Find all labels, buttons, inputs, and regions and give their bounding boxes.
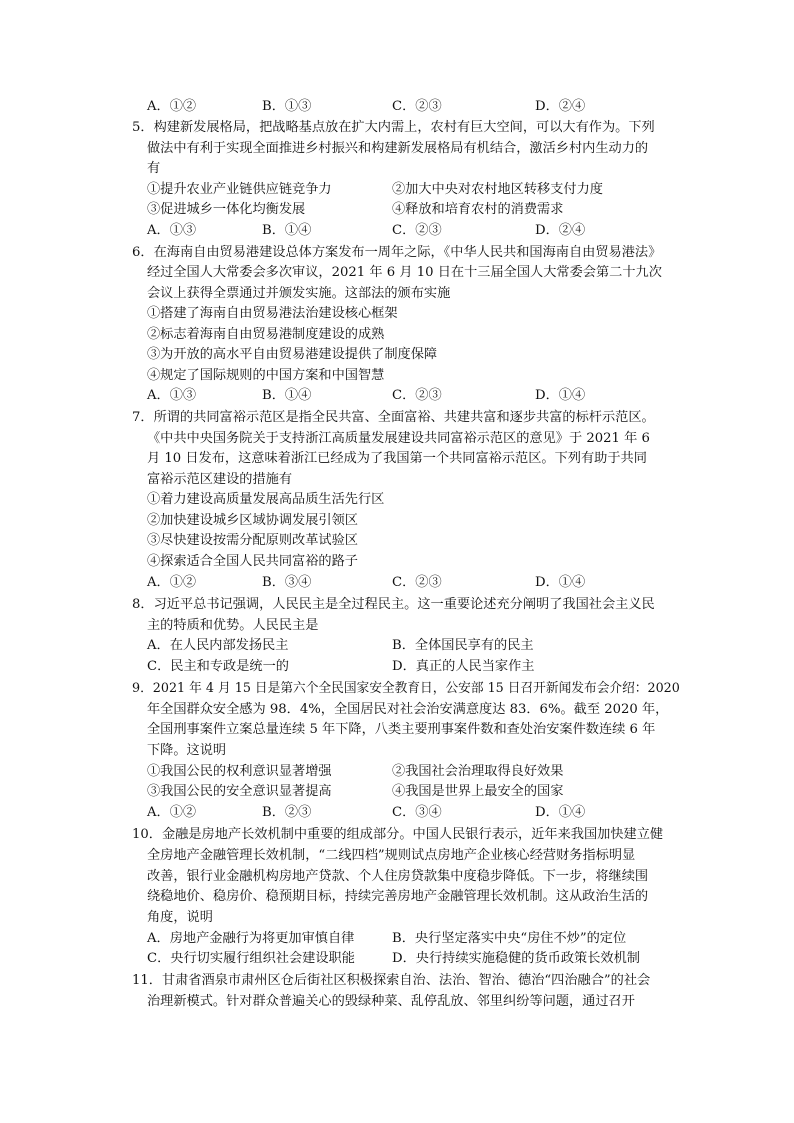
- question-9-item-1: ①我国公民的权利意识显著增强: [147, 764, 332, 779]
- option-c: C．②③: [392, 99, 442, 114]
- question-9-item-3: ③我国公民的安全意识显著提高: [147, 784, 332, 799]
- option-a: A．房地产金融行为将更加审慎自律: [147, 931, 355, 946]
- question-7-item-2: ②加快建设城乡区域协调发展引领区: [147, 513, 358, 528]
- question-9-line-2: 年全国群众安全感为 98．4%，全国居民对社会治安满意度达 83．6%。截至 2020 年，: [147, 702, 669, 717]
- question-5-item-3: ③促进城乡一体化均衡发展: [147, 202, 306, 217]
- question-5-item-4: ④释放和培育农村的消费需求: [392, 202, 564, 217]
- option-a: A．在人民内部发扬民主: [147, 638, 289, 653]
- question-7-item-3: ③尽快建设按需分配原则改革试验区: [147, 533, 358, 548]
- question-9-line-4: 下降。这说明: [147, 743, 227, 758]
- question-6-line-3: 会议上获得全票通过并颁发实施。这部法的颁布实施: [147, 286, 451, 301]
- option-b: B．①④: [262, 388, 312, 403]
- question-7-line-3: 月 10 日发布，这意味着浙江已经成为了我国第一个共同富裕示范区。下列有助于共同: [147, 451, 647, 466]
- question-6-item-3: ③为开放的高水平自由贸易港建设提供了制度保障: [147, 347, 438, 362]
- question-10-line-4: 绕稳地价、稳房价、稳预期目标，持续完善房地产金融管理长效机制。这从政治生活的: [147, 889, 649, 904]
- question-9-item-4: ④我国是世界上最安全的国家: [392, 784, 564, 799]
- question-5-line-3: 有: [147, 161, 161, 176]
- question-9-line-3: 全国刑事案件立案总量连续 5 年下降，八类主要刑事案件数和查处治安案件数连续 6 年: [147, 722, 656, 737]
- question-5-line-1: 5．构建新发展格局，把战略基点放在扩大内需上，农村有巨大空间，可以大有作为。下列: [132, 120, 655, 135]
- question-6-line-2: 经过全国人大常委会多次审议，2021 年 6 月 10 日在十三届全国人大常委会第二十九次: [147, 265, 662, 280]
- question-8-line-1: 8．习近平总书记强调，人民民主是全过程民主。这一重要论述充分阐明了我国社会主义民: [132, 597, 655, 612]
- question-10-line-3: 改善，银行业金融机构房地产贷款、个人住房贷款集中度稳步降低。下一步，将继续围: [147, 869, 649, 884]
- option-b: B．全体国民享有的民主: [392, 638, 534, 653]
- question-7-line-1: 7．所谓的共同富裕示范区是指全民共富、全面富裕、共建共富和逐步共富的标杆示范区。: [132, 410, 655, 425]
- question-6-line-1: 6．在海南自由贸易港建设总体方案发布一周年之际，《中华人民共和国海南自由贸易港法》: [132, 245, 662, 260]
- question-5-item-1: ①提升农业产业链供应链竞争力: [147, 182, 332, 197]
- question-5-line-2: 做法中有利于实现全面推进乡村振兴和构建新发展格局有机结合，激活乡村内生动力的: [147, 141, 649, 156]
- question-6-item-1: ①搭建了海南自由贸易港法治建设核心框架: [147, 306, 398, 321]
- option-d: D．②④: [535, 223, 586, 238]
- question-11-line-1: 11．甘肃省酒泉市肃州区仓后街社区积极探索自治、法治、智治、德治“四治融合”的社会: [132, 973, 651, 988]
- option-b: B．③④: [262, 575, 312, 590]
- question-9-line-1: 9．2021 年 4 月 15 日是第六个全民国家安全教育日，公安部 15 日召开新闻发布会介绍：2020: [132, 681, 680, 696]
- option-d: D．①④: [535, 575, 586, 590]
- option-b: B．①③: [262, 99, 312, 114]
- question-7-line-4: 富裕示范区建设的措施有: [147, 472, 293, 487]
- option-d: D．①④: [535, 805, 586, 820]
- question-8-line-2: 主的特质和优势。人民民主是: [147, 618, 319, 633]
- question-11-line-2: 治理新模式。针对群众普遍关心的毁绿种菜、乱停乱放、邻里纠纷等问题，通过召开: [147, 994, 635, 1009]
- option-c: C．②③: [392, 223, 442, 238]
- question-10-line-5: 角度，说明: [147, 910, 213, 925]
- question-10-line-1: 10．金融是房地产长效机制中重要的组成部分。中国人民银行表示，近年来我国加快建立健: [132, 827, 664, 842]
- option-b: B．①④: [262, 223, 312, 238]
- question-6-item-4: ④规定了国际规则的中国方案和中国智慧: [147, 368, 385, 383]
- option-a: A．①③: [147, 388, 197, 403]
- question-9-item-2: ②我国社会治理取得良好效果: [392, 764, 564, 779]
- option-d: D．央行持续实施稳健的货币政策长效机制: [392, 951, 640, 966]
- question-7-item-1: ①着力建设高质量发展高品质生活先行区: [147, 492, 385, 507]
- option-b: B．央行坚定落实中央“房住不炒”的定位: [392, 931, 627, 946]
- question-5-item-2: ②加大中央对农村地区转移支付力度: [392, 182, 603, 197]
- option-c: C．②③: [392, 388, 442, 403]
- option-b: B．②③: [262, 805, 312, 820]
- question-7-line-2: 《中共中央国务院关于支持浙江高质量发展建设共同富裕示范区的意见》于 2021 年 6: [147, 431, 650, 446]
- option-a: A．①③: [147, 223, 197, 238]
- option-a: A．①②: [147, 805, 197, 820]
- question-6-item-2: ②标志着海南自由贸易港制度建设的成熟: [147, 327, 385, 342]
- question-7-item-4: ④探索适合全国人民共同富裕的路子: [147, 554, 358, 569]
- option-c: C．③④: [392, 805, 442, 820]
- option-d: D．真正的人民当家作主: [392, 659, 535, 674]
- option-c: C．央行切实履行组织社会建设职能: [147, 951, 355, 966]
- option-c: C．②③: [392, 575, 442, 590]
- option-d: D．①④: [535, 388, 586, 403]
- option-a: A．①②: [147, 575, 197, 590]
- option-a: A．①②: [147, 99, 197, 114]
- question-10-line-2: 全房地产金融管理长效机制，“二线四档”规则试点房地产企业核心经营财务指标明显: [147, 848, 636, 863]
- option-c: C．民主和专政是统一的: [147, 659, 289, 674]
- option-d: D．②④: [535, 99, 586, 114]
